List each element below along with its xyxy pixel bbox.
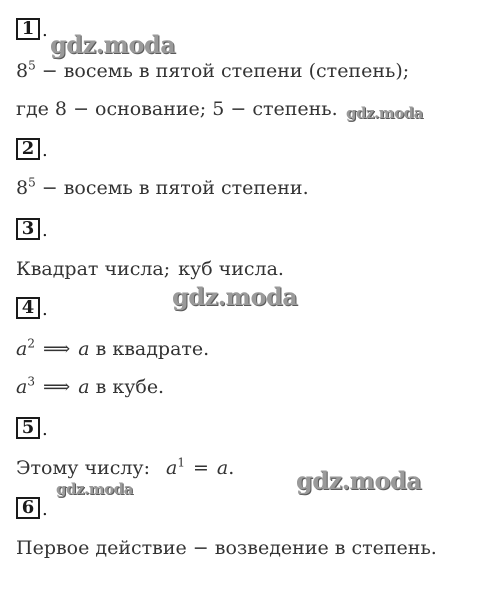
task-5-var2: a (216, 457, 229, 479)
watermark-inline: gdz.moda (346, 104, 423, 122)
task-6-dot: . (42, 499, 48, 520)
task-4-arrow-2: ⟹ (42, 376, 71, 398)
task-4-line-2 (16, 376, 164, 398)
task-3-part-2: куб числа. (178, 258, 284, 280)
task-3-part-1: Квадрат числа; (16, 258, 171, 280)
task-5-exp: 1 (177, 455, 185, 470)
task-1-text-1: − восемь в пятой степени (степень); (35, 60, 410, 82)
task-4-var2-2: a (78, 376, 90, 398)
task-2-text: − восемь в пятой степени. (35, 177, 309, 199)
task-5-end: . (228, 457, 235, 479)
task-3-number-box (16, 218, 40, 240)
task-6-number: 6 (21, 497, 35, 518)
task-4-arrow-1: ⟹ (42, 338, 71, 360)
task-4-var-1: a (16, 338, 28, 360)
task-2-number: 2 (21, 138, 35, 159)
task-2-line-1 (16, 177, 309, 199)
task-5-equals: = (192, 457, 209, 479)
watermark-middle: gdz.moda (172, 282, 298, 311)
watermark-right: gdz.moda (296, 466, 422, 495)
task-1-number-box (16, 18, 40, 40)
task-4-number-box (16, 297, 40, 319)
watermark-bottom-small: gdz.moda (56, 480, 133, 498)
task-4-line-1 (16, 338, 209, 360)
task-4-text-1: в квадрате. (89, 338, 210, 360)
task-3-number: 3 (21, 218, 35, 239)
task-2-base: 8 (16, 177, 29, 199)
task-5-line-1 (16, 457, 234, 479)
task-5-number: 5 (21, 417, 35, 438)
task-3-dot: . (42, 220, 48, 241)
task-2-exponent: 5 (28, 175, 36, 190)
task-4-exp-1: 2 (27, 336, 35, 351)
task-5-label: Этому числу: (16, 457, 151, 479)
task-4-number: 4 (21, 297, 35, 318)
task-1-base: 8 (16, 60, 29, 82)
task-3-line-1 (16, 258, 284, 280)
task-6-line-1 (16, 537, 437, 559)
task-1-exponent: 5 (28, 58, 36, 73)
task-1-line-2 (16, 98, 338, 120)
task-4-var-2: a (16, 376, 28, 398)
task-1-number: 1 (21, 18, 35, 39)
task-4-exp-2: 3 (27, 374, 35, 389)
task-6-number-box (16, 497, 40, 519)
task-2-number-box (16, 138, 40, 160)
task-5-var: a (166, 457, 178, 479)
task-4-var2-1: a (78, 338, 90, 360)
task-1-line-1 (16, 60, 409, 82)
watermark-top: gdz.moda (50, 30, 176, 59)
task-1-text-2: где 8 − основание; 5 − степень. (16, 98, 338, 120)
task-2-dot: . (42, 140, 48, 161)
task-5-number-box (16, 417, 40, 439)
task-4-dot: . (42, 299, 48, 320)
task-4-text-2: в кубе. (89, 376, 165, 398)
task-1-dot: . (42, 20, 48, 41)
task-5-dot: . (42, 419, 48, 440)
task-6-text: Первое действие − возведение в степень. (16, 537, 437, 559)
